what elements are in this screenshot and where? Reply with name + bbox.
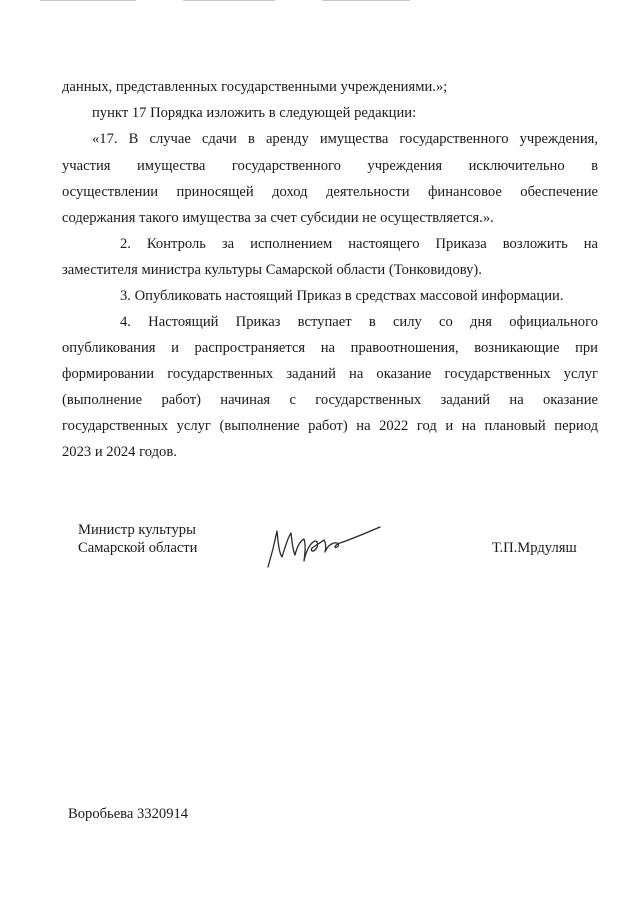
text-line: государственных услуг (выполнение работ) на 2022 год и на плановый период	[62, 418, 598, 434]
signatory-name: Т.П.Мрдуляш	[492, 540, 577, 556]
text-line: «17. В случае сдачи в аренду имущества государственного учреждения,	[92, 131, 598, 147]
text-line: (выполнение работ) начиная с государственных заданий на оказание	[62, 392, 598, 408]
text-line: формировании государственных заданий на оказание государственных услуг	[62, 366, 598, 382]
text-line: осуществлении приносящей доход деятельности финансовое обеспечение	[62, 184, 598, 200]
position-title-line2: Самарской области	[78, 540, 198, 556]
text-line: 2023 и 2024 годов.	[62, 444, 177, 460]
text-line: пункт 17 Порядка изложить в следующей редакции:	[92, 105, 417, 121]
text-line: 4. Настоящий Приказ вступает в силу со дня официального	[120, 314, 598, 330]
text-line: данных, представленных государственными учреждениями.»;	[62, 79, 448, 95]
top-rule-left	[40, 0, 136, 1]
executor-footer: Воробьева 3320914	[68, 806, 189, 822]
text-line: участия имущества государственного учреждения исключительно в	[62, 158, 598, 174]
text-line: заместителя министра культуры Самарской области (Тонковидову).	[62, 262, 482, 278]
handwritten-signature	[262, 519, 386, 571]
top-rule-middle	[183, 0, 275, 1]
top-rule-right	[322, 0, 410, 1]
text-line: 3. Опубликовать настоящий Приказ в средствах массовой информации.	[120, 288, 564, 304]
text-line: 2. Контроль за исполнением настоящего Приказа возложить на	[120, 236, 598, 252]
text-line: опубликования и распространяется на правоотношения, возникающие при	[62, 340, 598, 356]
position-title-line1: Министр культуры	[78, 522, 196, 538]
text-line: содержания такого имущества за счет субсидии не осуществляется.».	[62, 210, 494, 226]
